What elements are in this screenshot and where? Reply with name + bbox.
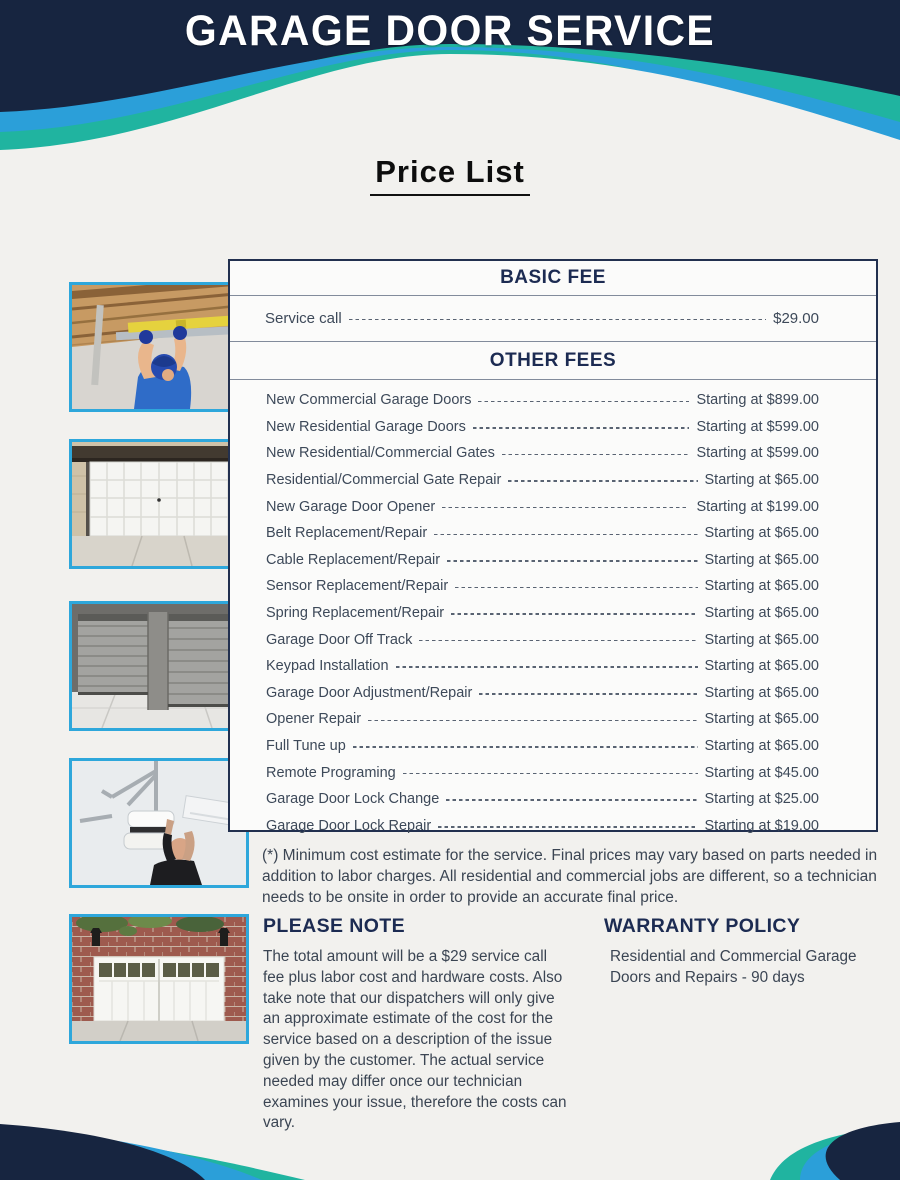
please-note-body: The total amount will be a $29 service call fee plus labor cost and hardware costs. Also take note that our dispatchers will only give an approximate estimate of the cost for the service based on a description of the issue given by the customer. The actual service needed may differ once our technician examines your issue, therefore the costs can vary. [263, 948, 567, 1132]
dotted-leader [473, 427, 690, 429]
dotted-leader [442, 507, 689, 509]
fee-name: Opener Repair [266, 711, 362, 728]
brick-house-carriage-garage-door-photo [69, 914, 249, 1044]
fee-price: Starting at $65.00 [704, 525, 819, 542]
fee-price: Starting at $599.00 [696, 445, 819, 462]
basic-fee-header: BASIC FEE [230, 261, 876, 296]
fee-row [266, 813, 819, 840]
fee-list [230, 380, 876, 839]
fee-row [266, 733, 819, 760]
dotted-leader [434, 534, 697, 536]
warranty-policy-heading: WARRANTY POLICY [604, 915, 801, 937]
other-fees-header: OTHER FEES [230, 341, 876, 380]
fee-row [266, 653, 819, 680]
service-name: Service call [265, 310, 342, 327]
fee-price: Starting at $65.00 [704, 605, 819, 622]
fee-row [266, 600, 819, 627]
fee-price: Starting at $65.00 [704, 551, 819, 568]
fee-row [266, 786, 819, 813]
fee-row [266, 573, 819, 600]
fee-name: Remote Programing [266, 764, 396, 781]
fee-row [266, 387, 819, 414]
fee-price: Starting at $199.00 [696, 498, 819, 515]
fee-row [266, 493, 819, 520]
fee-price: Starting at $25.00 [704, 791, 819, 808]
dotted-leader [447, 560, 697, 562]
fee-row [266, 520, 819, 547]
dotted-leader [403, 773, 698, 775]
dotted-leader [353, 746, 698, 748]
fee-row [266, 759, 819, 786]
fee-price: Starting at $899.00 [696, 392, 819, 409]
fee-name: Garage Door Adjustment/Repair [266, 684, 473, 701]
dotted-leader [451, 613, 697, 615]
fee-name: Sensor Replacement/Repair [266, 578, 449, 595]
fee-name: New Residential/Commercial Gates [266, 445, 495, 462]
footer [0, 1110, 900, 1180]
service-price: $29.00 [773, 310, 819, 327]
fee-row [266, 626, 819, 653]
fee-name: New Residential Garage Doors [266, 418, 466, 435]
fee-price: Starting at $65.00 [704, 658, 819, 675]
fee-name: New Garage Door Opener [266, 498, 436, 515]
dotted-leader [502, 454, 690, 456]
dotted-leader [368, 720, 697, 722]
header [0, 0, 900, 160]
fee-price: Starting at $65.00 [704, 684, 819, 701]
fee-name: New Commercial Garage Doors [266, 392, 472, 409]
fee-price: Starting at $45.00 [704, 764, 819, 781]
fee-name: Garage Door Lock Repair [266, 817, 432, 834]
dotted-leader [446, 799, 697, 801]
dotted-leader [508, 480, 697, 482]
fee-name: Belt Replacement/Repair [266, 525, 428, 542]
minimum-cost-footnote: (*) Minimum cost estimate for the service. Final prices may vary based on parts needed in addition to labor charges. All residential and commercial jobs are different, so a technician needs to be onsite in order to provide an accurate final price. [262, 847, 878, 907]
technician-installing-ceiling-rail-photo [69, 282, 249, 412]
dotted-leader [349, 319, 766, 321]
dotted-leader [396, 666, 698, 668]
dotted-leader [479, 693, 697, 695]
dotted-leader [438, 826, 697, 828]
fee-price: Starting at $599.00 [696, 418, 819, 435]
fee-price: Starting at $65.00 [704, 578, 819, 595]
dotted-leader [419, 640, 697, 642]
fee-name: Spring Replacement/Repair [266, 605, 445, 622]
dotted-leader [478, 401, 689, 403]
technician-installing-opener-photo [69, 758, 249, 888]
fee-row [266, 706, 819, 733]
dotted-leader [455, 587, 697, 589]
white-residential-garage-door-photo [69, 439, 249, 569]
fee-row [266, 414, 819, 441]
commercial-roller-doors-photo [69, 601, 249, 731]
fee-price: Starting at $65.00 [704, 631, 819, 648]
price-table [228, 259, 878, 832]
fee-name: Full Tune up [266, 738, 346, 755]
price-list-title: Price List [0, 153, 900, 196]
please-note-heading: PLEASE NOTE [263, 915, 406, 937]
fee-price: Starting at $19.00 [704, 817, 819, 834]
fee-price: Starting at $65.00 [704, 711, 819, 728]
fee-row [266, 547, 819, 574]
footer-wave-graphic [0, 1110, 900, 1180]
fee-row [266, 680, 819, 707]
fee-name: Residential/Commercial Gate Repair [266, 472, 502, 489]
fee-name: Garage Door Off Track [266, 631, 413, 648]
page-title: GARAGE DOOR SERVICE [184, 7, 716, 55]
fee-price: Starting at $65.00 [704, 738, 819, 755]
fee-name: Keypad Installation [266, 658, 389, 675]
warranty-policy-body: Residential and Commercial Garage Doors and Repairs - 90 days [610, 948, 857, 986]
fee-price: Starting at $65.00 [704, 472, 819, 489]
service-call-row [230, 296, 876, 341]
fee-row [266, 440, 819, 467]
fee-name: Cable Replacement/Repair [266, 551, 441, 568]
fee-row [266, 467, 819, 494]
fee-name: Garage Door Lock Change [266, 791, 440, 808]
